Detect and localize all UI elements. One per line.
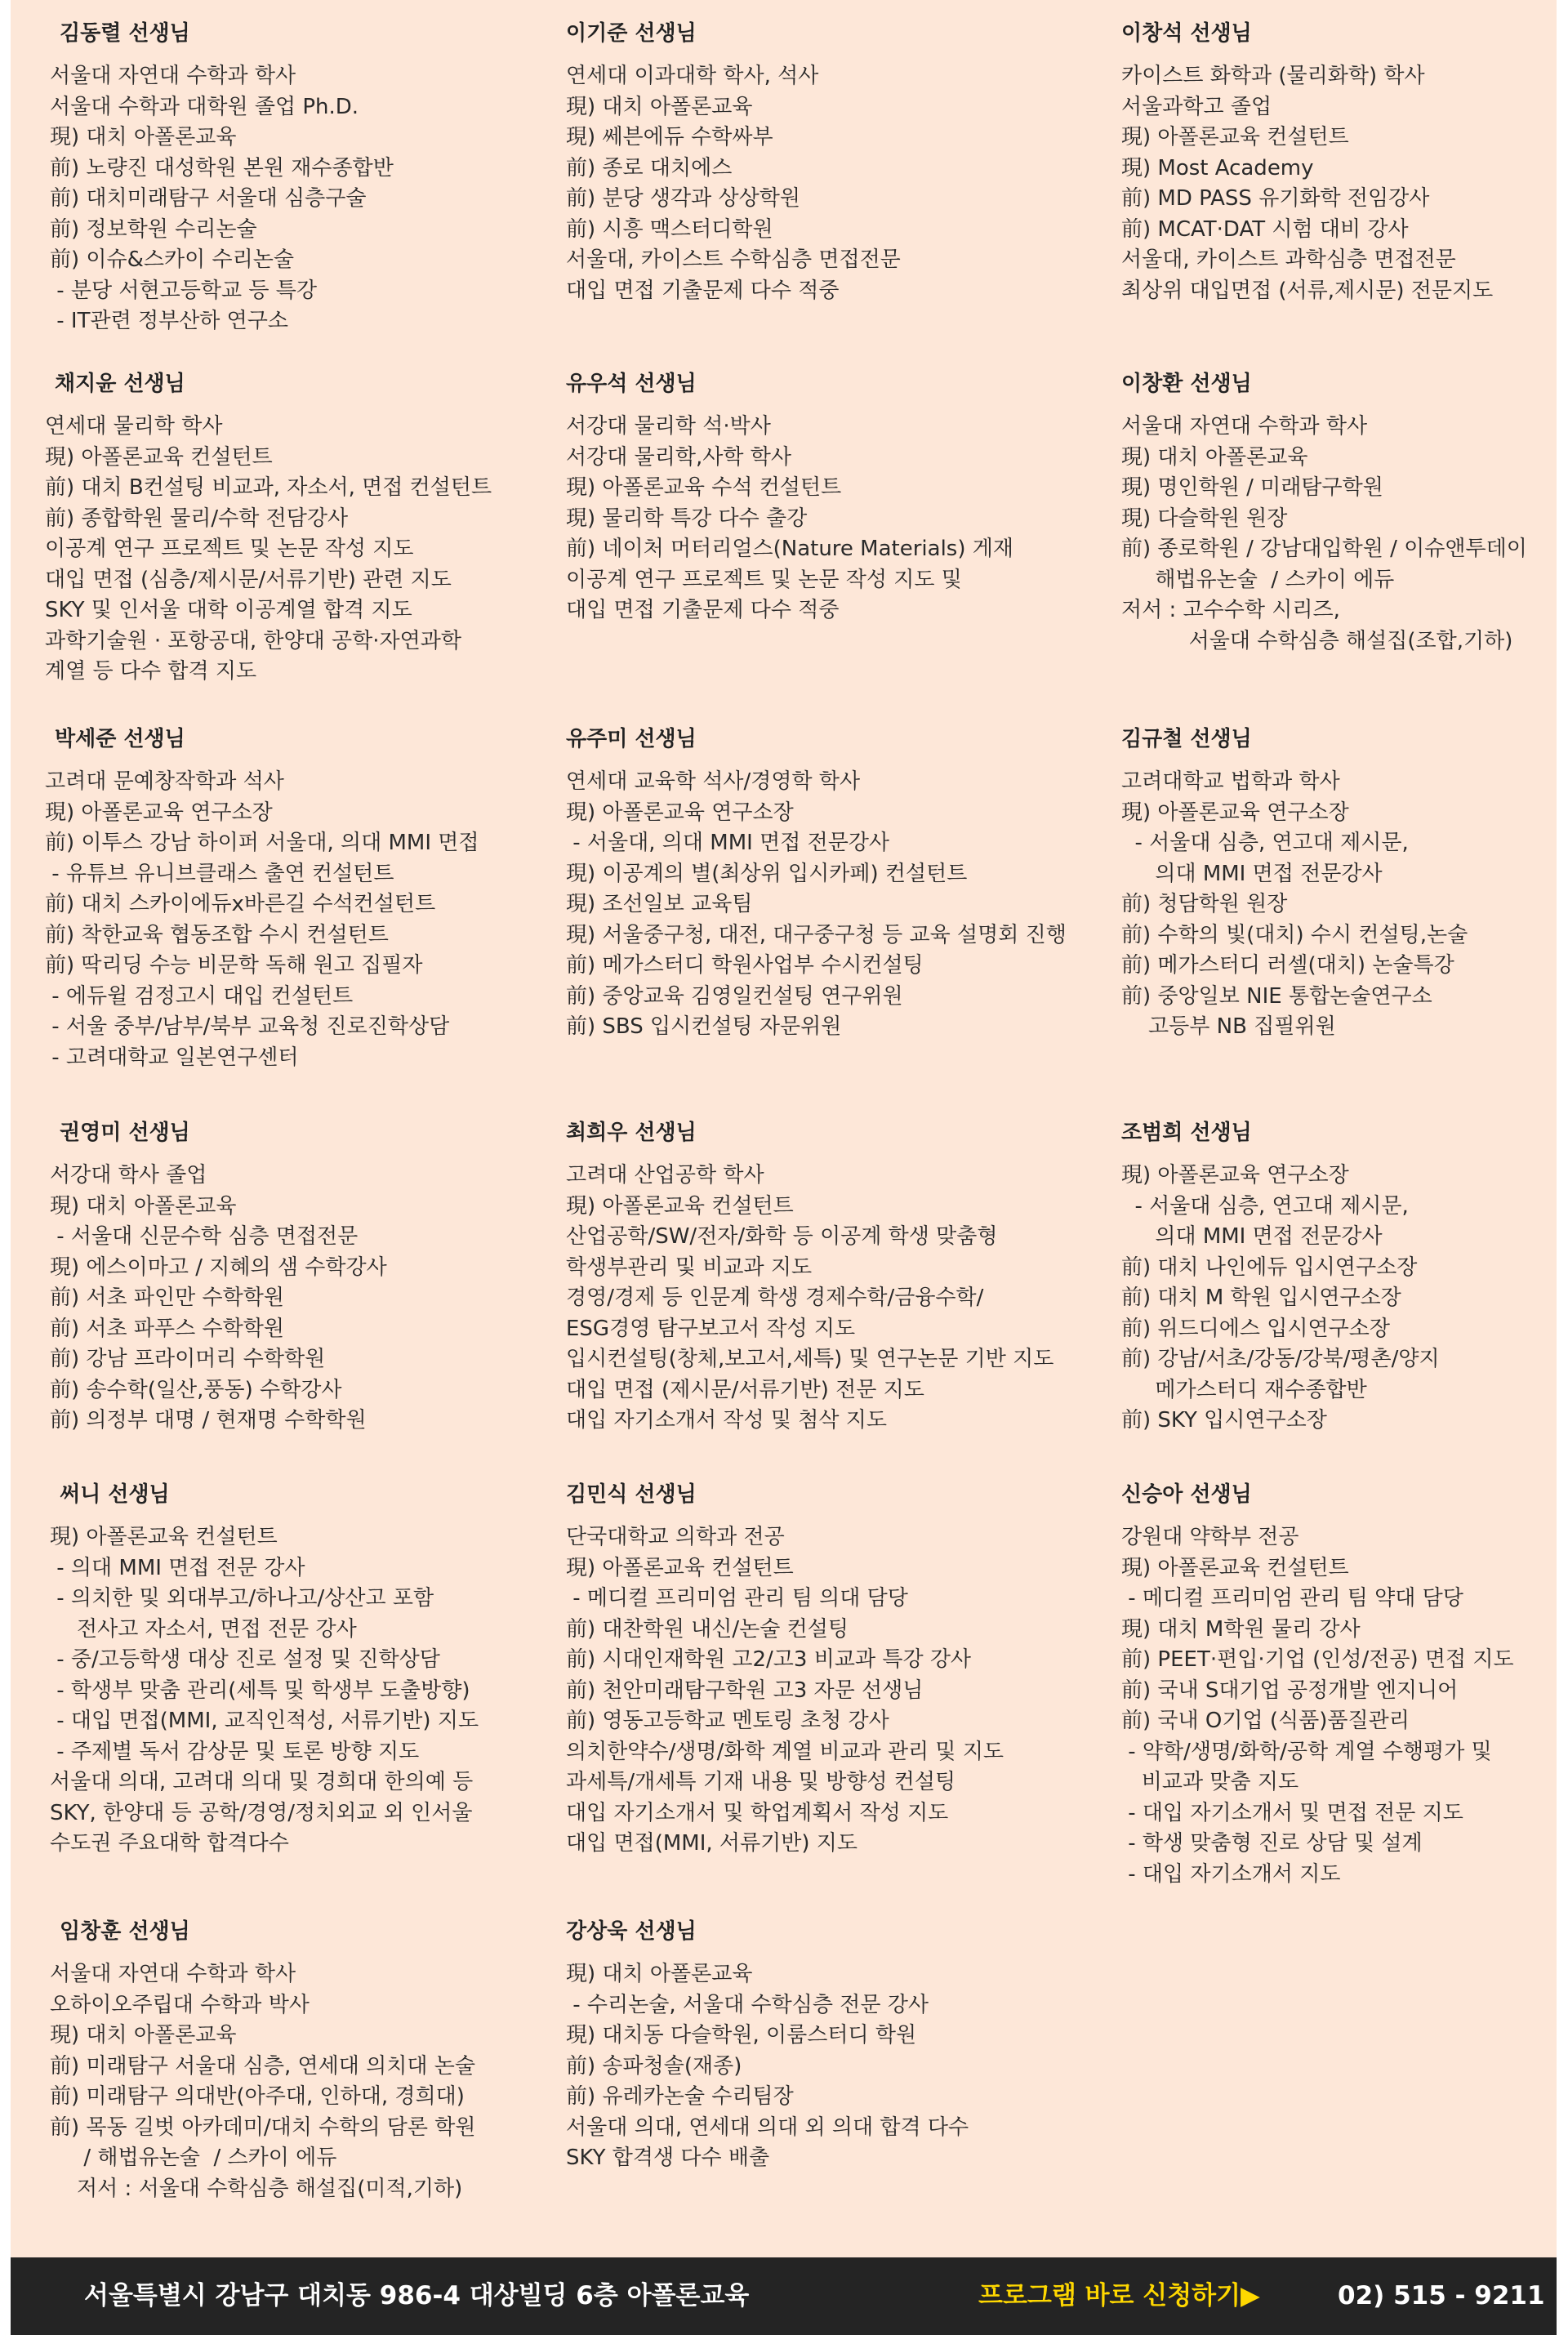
credential-line: 이공계 연구 프로젝트 및 논문 작성 지도 및 (566, 567, 962, 592)
teacher-name: 박세준 선생님 (55, 727, 185, 751)
footer-phone[interactable]: 02) 515 - 9211 (1338, 2281, 1545, 2310)
credential-line: 前) 분당 생각과 상상학원 (566, 186, 800, 211)
credential-line: 現) 아폴론교육 컨설턴트 (566, 1193, 794, 1219)
credential-line: 산업공학/SW/전자/화학 등 이공계 학생 맞춤형 (566, 1224, 998, 1249)
credential-line: 저서 : 서울대 수학심층 해설집(미적,기하) (50, 2176, 463, 2201)
credential-line: - 중/고등학생 대상 진로 설정 및 진학상담 (50, 1647, 440, 1672)
credential-line: 前) 네이처 머터리얼스(Nature Materials) 게재 (566, 537, 1013, 561)
credential-line: 수도권 주요대학 합격다수 (50, 1831, 289, 1856)
credential-line: 前) 강남/서초/강동/강북/평촌/양지 (1121, 1347, 1440, 1371)
credential-line: 대입 자기소개서 및 학업계획서 작성 지도 (566, 1800, 949, 1825)
credential-line: 계열 등 다수 합격 지도 (45, 659, 257, 684)
credential-line: - 학생 맞춤형 진로 상담 및 설계 (1121, 1831, 1423, 1856)
credential-line: 前) 미래탐구 서울대 심층, 연세대 의치대 논술 (50, 2053, 475, 2079)
credential-line: 前) 딱리딩 수능 비문학 독해 원고 집필자 (45, 953, 423, 978)
credential-line: 前) MCAT·DAT 시험 대비 강사 (1121, 216, 1409, 242)
credential-line: 서울대 의대, 연세대 의대 외 의대 합격 다수 (566, 2114, 969, 2140)
credential-line: 서울대 수학심층 해설집(조합,기하) (1121, 628, 1513, 653)
apply-program-label: 프로그램 바로 신청하기 (978, 2281, 1241, 2310)
teacher-name: 써니 선생님 (60, 1482, 170, 1507)
credential-line: 해법유논술 / 스카이 에듀 (1121, 567, 1395, 592)
credential-line: 前) 대치 스카이에듀x바른길 수석컨설턴트 (45, 892, 436, 916)
teacher-name: 임창훈 선생님 (60, 1919, 190, 1944)
credential-line: 前) 시흥 맥스터디학원 (566, 216, 773, 242)
credential-line: 前) 중앙교육 김영일컨설팅 연구위원 (566, 983, 903, 1009)
credential-line: 서울대 수학과 대학원 졸업 Ph.D. (50, 94, 359, 119)
credential-line: - 고려대학교 일본연구센터 (45, 1045, 299, 1070)
teacher-name: 이창환 선생님 (1121, 372, 1252, 396)
credential-line: - IT관련 정부산하 연구소 (50, 309, 289, 333)
credential-line: 연세대 이과대학 학사, 석사 (566, 64, 819, 88)
credential-line: 서강대 물리학,사학 학사 (566, 444, 791, 470)
credential-line: 단국대학교 의학과 전공 (566, 1525, 785, 1549)
credential-line: 서울대, 카이스트 과학심층 면접전문 (1121, 247, 1456, 272)
credential-line: 서울대 의대, 고려대 의대 및 경희대 한의예 등 (50, 1770, 474, 1794)
credential-line: SKY 및 인서울 대학 이공계열 합격 지도 (45, 598, 412, 622)
credential-line: - 대입 자기소개서 및 면접 전문 지도 (1121, 1800, 1463, 1825)
credential-line: 이공계 연구 프로젝트 및 논문 작성 지도 (45, 537, 414, 561)
credential-line: - 의치한 및 외대부고/하나고/상산고 포함 (50, 1586, 434, 1611)
teacher-name: 유우석 선생님 (566, 372, 697, 396)
credential-line: 前) SKY 입시연구소장 (1121, 1408, 1327, 1433)
credential-line: - 분당 서현고등학교 등 특강 (50, 278, 317, 303)
credential-line: 現) 아폴론교육 컨설턴트 (1121, 1555, 1349, 1580)
credential-line: 現) 아폴론교육 연구소장 (1121, 1163, 1349, 1188)
credential-line: 前) 의정부 대명 / 현재명 수학학원 (50, 1408, 367, 1433)
teacher-name: 강상욱 선생님 (566, 1919, 697, 1944)
credential-line: 전사고 자소서, 면접 전문 강사 (50, 1616, 357, 1642)
credential-line: 現) 물리학 특강 다수 출강 (566, 506, 808, 531)
credential-line: 現) 아폴론교육 컨설턴트 (45, 444, 273, 470)
credential-line: 최상위 대입면접 (서류,제시문) 전문지도 (1121, 278, 1494, 303)
credential-line: 現) 아폴론교육 컨설턴트 (1121, 125, 1349, 149)
credential-line: 서강대 학사 졸업 (50, 1163, 207, 1188)
teacher-name: 신승아 선생님 (1121, 1482, 1252, 1507)
credential-line: - 메디컬 프리미엄 관리 팀 약대 담당 (1121, 1586, 1463, 1611)
credential-line: 前) 대치 B컨설팅 비교과, 자소서, 면접 컨설턴트 (45, 475, 492, 500)
credential-line: 前) 강남 프라이머리 수학학원 (50, 1347, 326, 1371)
credential-line: 입시컨설팅(창체,보고서,세특) 및 연구논문 기반 지도 (566, 1347, 1054, 1371)
credential-line: 의대 MMI 면접 전문강사 (1121, 861, 1383, 886)
credential-line: 과세특/개세특 기재 내용 및 방향성 컨설팅 (566, 1770, 956, 1794)
credential-line: 前) 종로학원 / 강남대입학원 / 이슈앤투데이 (1121, 537, 1527, 561)
credential-line: 現) 대치 아폴론교육 (566, 1962, 753, 1986)
credential-line: 前) 종로 대치에스 (566, 155, 733, 180)
credential-line: 서울과학고 졸업 (1121, 94, 1272, 119)
credential-line: 前) 미래탐구 의대반(아주대, 인하대, 경희대) (50, 2084, 465, 2109)
credential-line: - 메디컬 프리미엄 관리 팀 의대 담당 (566, 1586, 908, 1611)
credential-line: 前) 메가스터디 러셀(대치) 논술특강 (1121, 953, 1454, 978)
credential-line: 現) 대치 아폴론교육 (50, 125, 237, 149)
credential-line: SKY, 한양대 등 공학/경영/정치외교 외 인서울 (50, 1800, 473, 1825)
credential-line: - 서울대 심층, 연고대 제시문, (1121, 831, 1409, 855)
credential-line: 고려대 산업공학 학사 (566, 1163, 764, 1188)
credential-line: 前) 송수학(일산,풍동) 수학강사 (50, 1377, 342, 1402)
credential-line: 강원대 약학부 전공 (1121, 1525, 1299, 1549)
credential-line: - 대입 면접(MMI, 교직인적성, 서류기반) 지도 (50, 1709, 479, 1733)
credential-line: - 서울 중부/남부/북부 교육청 진로진학상담 (45, 1014, 450, 1039)
credential-line: 前) SBS 입시컨설팅 자문위원 (566, 1014, 842, 1039)
credential-line: 現) 서울중구청, 대전, 대구중구청 등 교육 설명회 진행 (566, 922, 1067, 947)
credential-line: 現) 아폴론교육 연구소장 (45, 800, 273, 825)
credential-line: 現) 에스이마고 / 지혜의 샘 수학강사 (50, 1254, 387, 1280)
credential-line: 前) 청담학원 원장 (1121, 892, 1288, 916)
credential-line: - 의대 MMI 면접 전문 강사 (50, 1555, 305, 1580)
credential-line: 비교과 맞춤 지도 (1121, 1770, 1299, 1794)
credential-line: 고려대 문예창작학과 석사 (45, 769, 284, 794)
credential-line: 대입 면접 기출문제 다수 적중 (566, 598, 840, 622)
credential-line: 現) 대치 아폴론교육 (50, 2023, 237, 2048)
credential-line: 서울대 자연대 수학과 학사 (50, 64, 296, 88)
credential-line: 前) 목동 길벗 아카데미/대치 수학의 담론 학원 (50, 2114, 476, 2140)
credential-line: 前) 천안미래탐구학원 고3 자문 선생님 (566, 1678, 924, 1703)
teacher-name: 유주미 선생님 (566, 727, 697, 751)
content-panel (11, 0, 1557, 2257)
teacher-name: 채지윤 선생님 (55, 372, 185, 396)
credential-line: 前) 국내 S대기업 공정개발 엔지니어 (1121, 1678, 1459, 1703)
credential-line: 現) 이공계의 별(최상위 입시카페) 컨설턴트 (566, 861, 968, 886)
teacher-name: 조범희 선생님 (1121, 1121, 1252, 1145)
credential-line: 서울대, 카이스트 수학심층 면접전문 (566, 247, 901, 272)
credential-line: 前) 대찬학원 내신/논술 컨설팅 (566, 1616, 849, 1642)
credential-line: 前) 수학의 빛(대치) 수시 컨설팅,논술 (1121, 922, 1468, 947)
credential-line: 연세대 교육학 석사/경영학 학사 (566, 769, 861, 794)
credential-line: 前) 대치미래탐구 서울대 심층구술 (50, 186, 367, 211)
credential-line: 前) 대치 M 학원 입시연구소장 (1121, 1286, 1401, 1310)
credential-line: 서울대 자연대 수학과 학사 (1121, 414, 1368, 439)
credential-line: SKY 합격생 다수 배출 (566, 2146, 770, 2170)
footer-bar (11, 2257, 1557, 2335)
credential-line: 前) 메가스터디 학원사업부 수시컨설팅 (566, 953, 924, 978)
credential-line: 대입 면접 기출문제 다수 적중 (566, 278, 840, 303)
credential-line: 現) 대치동 다슬학원, 이룸스터디 학원 (566, 2023, 917, 2048)
credential-line: 現) 대치 아폴론교육 (566, 94, 753, 119)
credential-line: 경영/경제 등 인문계 학생 경제수학/금융수학/ (566, 1286, 984, 1310)
apply-program-link[interactable] (978, 2257, 1260, 2335)
credential-line: - 주제별 독서 감상문 및 토론 방향 지도 (50, 1739, 420, 1764)
credential-line: 前) 정보학원 수리논술 (50, 216, 257, 242)
credential-line: 前) 국내 O기업 (식품)품질관리 (1121, 1709, 1410, 1733)
credential-line: 대입 면접(MMI, 서류기반) 지도 (566, 1831, 858, 1856)
credential-line: - 유튜브 유니브클래스 출연 컨설턴트 (45, 861, 394, 886)
credential-line: ESG경영 탐구보고서 작성 지도 (566, 1316, 856, 1341)
credential-line: 現) 아폴론교육 연구소장 (566, 800, 794, 825)
footer-address: 서울특별시 강남구 대치동 986-4 대상빌딩 6층 아폴론교육 (84, 2281, 750, 2310)
credential-line: 前) 대치 나인에듀 입시연구소장 (1121, 1254, 1418, 1280)
credential-line: 서울대 자연대 수학과 학사 (50, 1962, 296, 1986)
credential-line: 메가스터디 재수종합반 (1121, 1377, 1367, 1402)
credential-line: - 서울대, 의대 MMI 면접 전문강사 (566, 831, 890, 855)
credential-line: 前) 착한교육 협동조합 수시 컨설턴트 (45, 922, 389, 947)
credential-line: - 서울대 심층, 연고대 제시문, (1121, 1193, 1409, 1219)
credential-line: 카이스트 화학과 (물리화학) 학사 (1121, 64, 1425, 88)
credential-line: 前) 영동고등학교 멘토링 초청 강사 (566, 1709, 889, 1733)
credential-line: 前) 송파청솔(재종) (566, 2053, 742, 2079)
credential-line: 연세대 물리학 학사 (45, 414, 223, 439)
credential-line: 現) 아폴론교육 수석 컨설턴트 (566, 475, 842, 500)
credential-line: 前) PEET·편입·기업 (인성/전공) 면접 지도 (1121, 1647, 1514, 1672)
credential-line: 前) 종합학원 물리/수학 전담강사 (45, 506, 349, 531)
teacher-name: 김민식 선생님 (566, 1482, 697, 1507)
credential-line: - 서울대 신문수학 심층 면접전문 (50, 1224, 359, 1249)
credential-line: 現) 대치 아폴론교육 (50, 1193, 237, 1219)
credential-line: 前) 위드디에스 입시연구소장 (1121, 1316, 1390, 1341)
credential-line: 서강대 물리학 석·박사 (566, 414, 771, 439)
credential-line: 대입 면접 (심층/제시문/서류기반) 관련 지도 (45, 567, 452, 592)
credential-line: - 에듀윌 검정고시 대입 컨설턴트 (45, 983, 354, 1009)
play-arrow-icon: ▶ (1241, 2281, 1260, 2310)
credential-line: - 약학/생명/화학/공학 계열 수행평가 및 (1121, 1739, 1492, 1764)
credential-line: / 해법유논술 / 스카이 에듀 (50, 2146, 337, 2170)
credential-line: 前) 이슈&스카이 수리논술 (50, 247, 294, 272)
credential-line: 現) 쎄븐에듀 수학싸부 (566, 125, 773, 149)
credential-line: 오하이오주립대 수학과 박사 (50, 1992, 310, 2017)
credential-line: 과학기술원 · 포항공대, 한양대 공학·자연과학 (45, 628, 461, 653)
credential-line: 前) 시대인재학원 고2/고3 비교과 특강 강사 (566, 1647, 972, 1672)
credential-line: 의치한약수/생명/화학 계열 비교과 관리 및 지도 (566, 1739, 1004, 1764)
credential-line: 現) 아폴론교육 컨설턴트 (50, 1525, 278, 1549)
teacher-name: 이창석 선생님 (1121, 21, 1252, 46)
credential-line: 現) 아폴론교육 컨설턴트 (566, 1555, 794, 1580)
teacher-name: 최희우 선생님 (566, 1121, 697, 1145)
teacher-name: 이기준 선생님 (566, 21, 697, 46)
credential-line: 現) Most Academy (1121, 155, 1314, 180)
credential-line: 現) 명인학원 / 미래탐구학원 (1121, 475, 1383, 500)
credential-line: 前) 이투스 강남 하이퍼 서울대, 의대 MMI 면접 (45, 831, 479, 855)
credential-line: 前) 유레카논술 수리팀장 (566, 2084, 794, 2109)
credential-line: 대입 자기소개서 작성 및 첨삭 지도 (566, 1408, 887, 1433)
credential-line: 現) 아폴론교육 연구소장 (1121, 800, 1349, 825)
credential-line: 학생부관리 및 비교과 지도 (566, 1254, 813, 1280)
credential-line: 現) 다슬학원 원장 (1121, 506, 1288, 531)
teacher-name: 김규철 선생님 (1121, 727, 1252, 751)
credential-line: - 학생부 맞춤 관리(세특 및 학생부 도출방향) (50, 1678, 470, 1703)
teacher-name: 김동렬 선생님 (60, 21, 190, 46)
credential-line: 대입 면접 (제시문/서류기반) 전문 지도 (566, 1377, 924, 1402)
credential-line: 前) 서초 파푸스 수학학원 (50, 1316, 284, 1341)
credential-line: - 대입 자기소개서 지도 (1121, 1861, 1341, 1887)
credential-line: 前) 노량진 대성학원 본원 재수종합반 (50, 155, 394, 180)
credential-line: 現) 대치 아폴론교육 (1121, 444, 1308, 470)
teacher-name: 권영미 선생님 (60, 1121, 190, 1145)
credential-line: 現) 조선일보 교육팀 (566, 892, 753, 916)
credential-line: 고등부 NB 집필위원 (1121, 1014, 1336, 1039)
credential-line: 現) 대치 M학원 물리 강사 (1121, 1616, 1361, 1642)
credential-line: 저서 : 고수수학 시리즈, (1121, 598, 1340, 622)
credential-line: 前) 서초 파인만 수학학원 (50, 1286, 284, 1310)
credential-line: 前) 중앙일보 NIE 통합논술연구소 (1121, 983, 1432, 1009)
credential-line: 前) MD PASS 유기화학 전임강사 (1121, 186, 1430, 211)
credential-line: - 수리논술, 서울대 수학심층 전문 강사 (566, 1992, 929, 2017)
credential-line: 고려대학교 법학과 학사 (1121, 769, 1340, 794)
credential-line: 의대 MMI 면접 전문강사 (1121, 1224, 1383, 1249)
